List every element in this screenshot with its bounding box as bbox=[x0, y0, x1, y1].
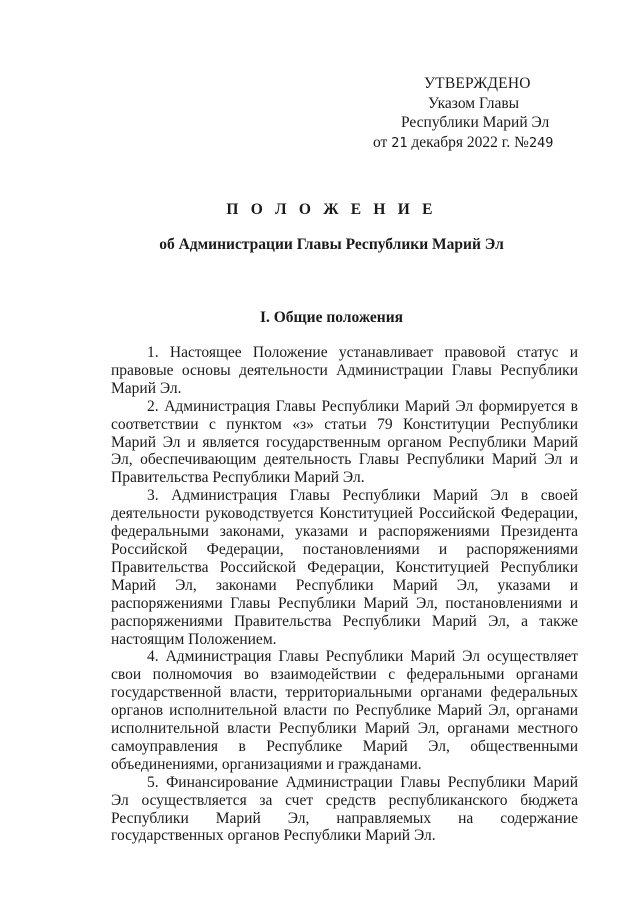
approval-stamp bbox=[360, 74, 580, 153]
paragraph-3: 3. Администрация Главы Республики Марий Эл в своей деятельности руководствуется Конституцией Российской Федерации, федеральными законами, указами и распоряжениями Президента Российской Федерации, постановлениями и распоряжениями Правительства Российской Федерации, Конституцией Республики Марий Эл, законами Республики Марий Эл, указами и распоряжениями Главы Республики Марий Эл, постановлениями и распоряжениями Правительства Республики Марий Эл, а также настоящим Положением. bbox=[111, 487, 578, 648]
approval-date-prefix: от bbox=[373, 133, 388, 151]
paragraph-2: 2. Администрация Главы Республики Марий Эл формируется в соответствии с пунктом «з» статьи 79 Конституции Республики Марий Эл и является государственным органом Республики Марий Эл, обеспечивающим деятельность Главы Республики Марий Эл и Правительства Республики Марий Эл. bbox=[111, 397, 578, 487]
paragraph-1: 1. Настоящее Положение устанавливает правовой статус и правовые основы деятельности Администрации Главы Республики Марий Эл. bbox=[111, 344, 578, 397]
document-title: П О Л О Ж Е Н И Е bbox=[226, 201, 437, 218]
paragraph-4: 4. Администрация Главы Республики Марий Эл осуществляет свои полномочия во взаимодействии с федеральными органами государственной власти, территориальными органами федеральных органов исполнительной власти по Республике Марий Эл, органами исполнительной власти Республики Марий Эл, органами местного самоуправления в Республике Марий Эл, общественными объединениями, организациями и гражданами. bbox=[111, 648, 578, 773]
approval-date-rest: декабря 2022 г. № bbox=[411, 133, 529, 151]
paragraph-5: 5. Финансирование Администрации Главы Республики Марий Эл осуществляется за счет средств республиканского бюджета Республики Марий Эл, направляемых на содержание государственных органов Республики Марий Эл. bbox=[111, 773, 578, 845]
approval-number: 249 bbox=[528, 134, 554, 151]
document-subtitle: об Администрации Главы Республики Марий Эл bbox=[159, 236, 504, 253]
section-heading: I. Общие положения bbox=[259, 309, 404, 326]
approval-title: УТВЕРЖДЕНО bbox=[424, 75, 531, 92]
section-body bbox=[111, 344, 578, 845]
approval-date-line bbox=[360, 133, 580, 154]
approval-republic-line: Республики Марий Эл bbox=[401, 114, 550, 131]
approval-decree-line: Указом Главы bbox=[428, 94, 520, 112]
approval-date-day: 21 bbox=[391, 134, 408, 151]
